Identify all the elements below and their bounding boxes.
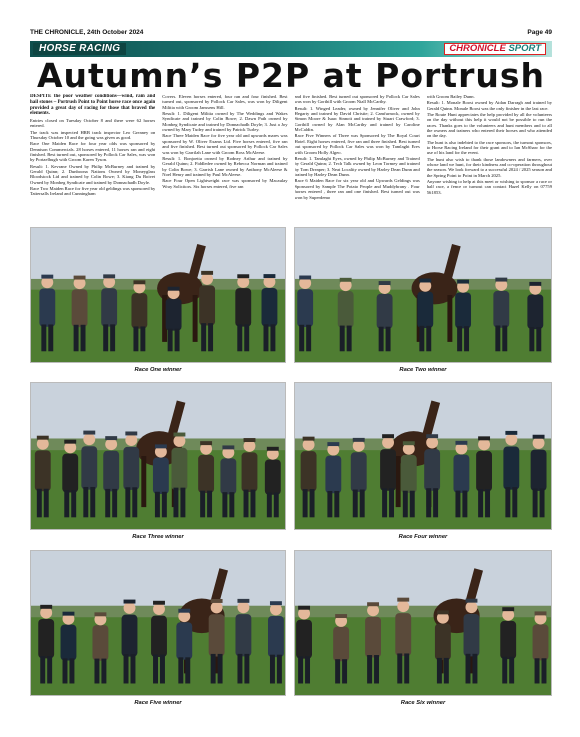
article-paragraph: Covers. Eleven horses entered, four ran and four finished. Best turned out, sponsored by Pollock Car Sales, was won by Diligent Militia with Groom Janssens Hill. bbox=[162, 94, 288, 110]
article-paragraph: Race Two Maiden Race for five year old geldings was sponsored by Tattersalls Ireland and Cunningham bbox=[30, 186, 156, 197]
article-paragraph: Result: 1. Winged Leader, owned by Jennifer Oliver and John Hegarty and trained by David Christie; 2. Camfurnock, owned by Simon Moore & Isaac Sinnott and trained by Stuart Crawford; 3. Gorthill owned by Alan McCarthy and trained by Caroline McCaldin. bbox=[294, 105, 420, 133]
section-bar bbox=[30, 41, 552, 57]
article-paragraph: Race Five Winners of Three was Sponsored by The Royal Court Hotel. Eight horses entered, five ran and three finished. Best turned out sponsored by Pollock Car Sales was won by Tamlaght Eres with Groom Holly Algeo. bbox=[294, 133, 420, 155]
race-four-photo bbox=[294, 382, 552, 530]
article-paragraph: DESPITE the poor weather conditions—wind, rain and hail stones – Portrush Point to Point horse race once again provided a great day of racing for those that braved the elements. bbox=[30, 94, 156, 117]
article-headline: Autumn’s P2P at Portrush bbox=[36, 56, 545, 95]
article-column-3 bbox=[295, 94, 420, 222]
article-paragraph: with Groom Bailey Dunn. bbox=[426, 94, 475, 99]
masthead-publication-date: THE CHRONICLE, 24th October 2024 bbox=[30, 28, 144, 36]
article-paragraph: Result: 1. Bonjoetta owned by Rodney Arthur and trained by Gerald Quinn; 2. Fiddledee owned by Rebecca Norman and trained by Colin Bowe; 3. Garrish Lane owned by Anthony McAleese & Noel Henry and trained by Paul McAleese. bbox=[162, 155, 288, 178]
masthead bbox=[30, 27, 552, 37]
race-six-caption: Race Six winner bbox=[400, 700, 446, 706]
article-paragraph: Race Three Maiden Race for five year old and upwards mares was sponsored by W. Oliver Exams Ltd. Five horses entered, five ran and five finished. Best turned out sponsored by Pollock Car Sales was won by Garrilah Lane with Groom Ross McAleese. bbox=[162, 133, 288, 155]
article-paragraph: Result: 1. Monale Boost owned by Aidan Darragh and trained by Gerald Quinn. Monale Boost was the only finisher in the last race. bbox=[426, 100, 552, 111]
article-paragraph: The hunt is also indebted to the race sponsors, the turnout sponsors, to Horse Racing Ireland for their grant and to Ian McShaw for the use of his land for the event. bbox=[426, 139, 552, 156]
article-paragraph: and five finished. Best turned out sponsored by Pollock Car Sales was won by Gorthill with Groom Niall McCarthy. bbox=[294, 94, 420, 105]
article-paragraph: The hunt also wish to thank those landowners and farmers, over whose land we hunt, for their kindness and co-operation throughout the season. We look forward to a successful 2024 / 2025 season and the Spring Point to Point in March 2025. bbox=[426, 156, 552, 178]
page-number: Page 49 bbox=[527, 28, 552, 36]
article-paragraph: Entries closed on Tuesday October 8 and there were 62 horses entered. bbox=[30, 117, 156, 129]
article-paragraph: Race Four Open Lightweight race was sponsored by Macaulay Wray Solicitors. Six horses entered, five ran bbox=[162, 178, 288, 189]
section-tag: HORSE RACING bbox=[33, 43, 126, 55]
race-two-photo bbox=[294, 227, 552, 363]
article-column-1 bbox=[30, 94, 155, 222]
article-paragraph: The track was inspected HRB track inspector Leo Greaney on Thursday October 10 and the going was given as good. bbox=[30, 129, 156, 140]
article-paragraph: Anyone wishing to help at this meet or wishing to sponsor a race or half race, a fence or turnout can contact Hazel Kelly on 07759 561853. bbox=[426, 179, 552, 195]
race-one-caption: Race One winner bbox=[134, 367, 182, 373]
race-five-photo bbox=[30, 550, 286, 696]
chronicle-sport-logo: CHRONICLE SPORT bbox=[444, 43, 546, 55]
article-paragraph: Result: 1. Diligent Militia owned by The Weddings and Wakes Syndicate and trained by Colin Bowe; 2. Dawn Path owned by Monbeg Syndicate and trained by Donnachadh Doyle; 3. Just a Joy owned by Mary Tudey and trained by Patrick Turley. bbox=[162, 111, 288, 133]
article-column-4 bbox=[427, 94, 552, 222]
article-paragraph: Race 6 Maiden Race for six year old and Upwards Geldings was Sponsored by Sample The Potato People and Muddybrany . Four horses entered , three ran and one finished. Best turned out was won by Superdemo bbox=[294, 178, 420, 200]
race-three-photo bbox=[30, 382, 286, 530]
race-one-photo bbox=[30, 227, 286, 363]
race-four-caption: Race Four winner bbox=[398, 534, 448, 540]
race-six-photo bbox=[294, 550, 552, 696]
article-paragraph: The Route Hunt appreciates the help provided by all the volunteers on the day without this help it would not be possible to run the races. Thanks goes to the volunteers and hunt members and to all the owners and trainers who entered their horses and who attended on the day. bbox=[426, 111, 552, 139]
race-five-caption: Race Five winner bbox=[134, 700, 182, 706]
article-paragraph: Result: 1. Kevrane Owned by Philip McBurney and trained by Gerald Quinn; 2. Dunboona Nations Owned by Moneyglass Bloodstock Ltd and trained by Colin Bowe; 3. Kiang Du Boivet Owned by Monbeg Syndicate and trained by Donnachadh Doyle. bbox=[30, 163, 156, 185]
article-body bbox=[30, 94, 552, 222]
article-paragraph: Result: 1. Tamlaght Eyes, owned by Philip McBurney and Trained by Gerald Quinn; 2. Tech Talk owned by Leon Tormey and trained by Tom Dreaper; 3. Neat Locality owned by Harley Dean Dunn and trained by Harley Dean Dunn. bbox=[294, 155, 420, 178]
article-column-2 bbox=[162, 94, 287, 222]
race-three-caption: Race Three winner bbox=[132, 534, 184, 540]
article-paragraph: Race One Maiden Race for four year olds was sponsored by Dennison Commercials. 28 horses entered, 11 horses ran and eight finished. Best turned out, sponsored by Pollock Car Sales, was won by Portaelhugh with Groom Karen Tyson. bbox=[30, 141, 156, 163]
race-two-caption: Race Two winner bbox=[399, 367, 447, 373]
